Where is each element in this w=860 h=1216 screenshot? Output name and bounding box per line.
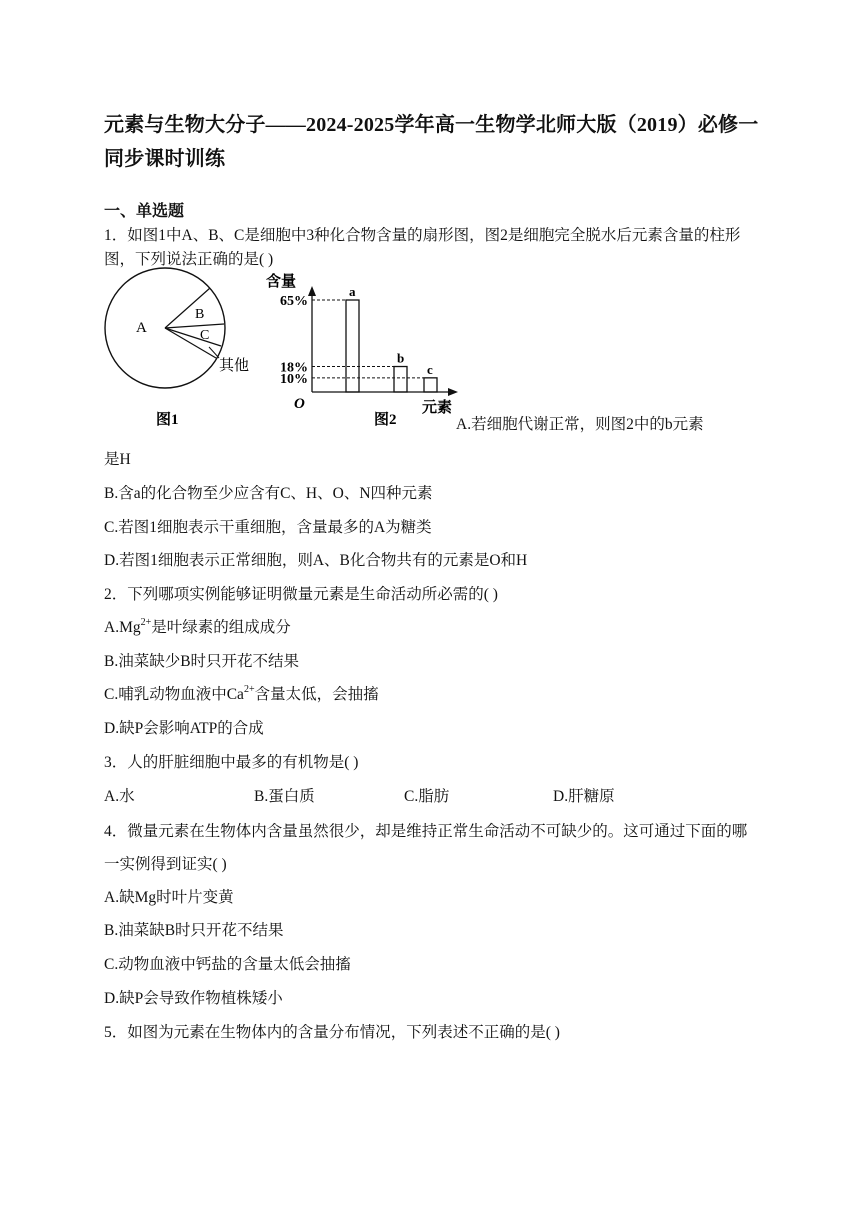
q4-option-a: A.缺Mg时叶片变黄 <box>104 889 234 906</box>
y-tick-label: 65% <box>280 294 308 309</box>
x-axis-label: 元素 <box>422 400 453 416</box>
q1-option-c: C.若图1细胞表示干重细胞，含量最多的A为糖类 <box>104 519 432 536</box>
q3-option-b: B.蛋白质 <box>254 788 315 805</box>
q1-option-b: B.含a的化合物至少应含有C、H、O、N四种元素 <box>104 485 433 502</box>
bars-group <box>280 284 437 392</box>
figure1-caption: 图1 <box>156 412 179 428</box>
section-heading: 一、单选题 <box>104 203 185 220</box>
bar-b <box>394 367 407 392</box>
q4-stem: 4．微量元素在生物体内含量虽然很少，却是维持正常生命活动不可缺少的。这可通过下面的哪一实例得到证实( ) <box>104 823 748 873</box>
q2-option-a-post: 是叶绿素的组成成分 <box>151 619 291 636</box>
origin-label: O <box>294 396 305 412</box>
q2-stem: 2．下列哪项实例能够证明微量元素是生命活动所必需的( ) <box>104 586 498 603</box>
q2-option-a-sup: 2+ <box>140 617 152 628</box>
y-tick-label: 10% <box>280 371 308 387</box>
q4-option-d: D.缺P会导致作物植株矮小 <box>104 990 283 1007</box>
pie-divider-2 <box>165 324 224 328</box>
y-tick-label: 18% <box>280 360 308 376</box>
q1-option-d: D.若图1细胞表示正常细胞，则A、B化合物共有的元素是O和H <box>104 552 528 569</box>
q2-option-b: B.油菜缺少B时只开花不结果 <box>104 653 300 670</box>
x-axis-arrow <box>448 388 458 396</box>
pie-label-b: B <box>195 307 205 322</box>
y-axis-label: 含量 <box>266 274 297 290</box>
q2-option-a <box>104 615 291 637</box>
figure2-caption: 图2 <box>374 412 397 428</box>
pie-label-c: C <box>200 328 210 343</box>
q1-option-a-part2: 是H <box>104 451 131 468</box>
bar-label-a: a <box>349 284 356 299</box>
q3-stem: 3．人的肝脏细胞中最多的有机物是( ) <box>104 754 359 771</box>
q2-option-d: D.缺P会影响ATP的合成 <box>104 720 264 737</box>
q1-figures <box>104 266 464 434</box>
y-axis-arrow <box>308 286 316 296</box>
bar-label-b: b <box>397 350 405 366</box>
q4-option-c: C.动物血液中钙盐的含量太低会抽搐 <box>104 956 351 973</box>
q5-stem: 5．如图为元素在生物体内的含量分布情况，下列表述不正确的是( ) <box>104 1024 560 1041</box>
bar-c <box>424 378 437 392</box>
page-title: 元素与生物大分子——2024-2025学年高一生物学北师大版（2019）必修一同步课时训练 <box>104 114 759 170</box>
q2-option-a-pre: A.Mg <box>104 619 141 636</box>
q2-option-c-sup: 2+ <box>243 684 255 695</box>
figure1-pie <box>104 266 264 434</box>
q3-option-a: A.水 <box>104 788 135 805</box>
q1-option-a-part1: A.若细胞代谢正常，则图2中的b元素 <box>456 416 704 433</box>
q2-option-c <box>104 682 379 704</box>
pie-label-a: A <box>136 320 147 336</box>
q3-option-d: D.肝糖原 <box>553 788 615 805</box>
pie-divider-3 <box>165 328 221 346</box>
q4-option-b: B.油菜缺B时只开花不结果 <box>104 922 284 939</box>
q3-option-c: C.脂肪 <box>404 788 450 805</box>
q2-option-c-pre: C.哺乳动物血液中Ca <box>104 686 244 703</box>
figure2-bar-chart <box>264 266 464 434</box>
q1-stem: 1．如图1中A、B、C是细胞中3种化合物含量的扇形图，图2是细胞完全脱水后元素含量的柱形图，下列说法正确的是( ) <box>104 227 741 268</box>
bar-label-c: c <box>427 361 433 377</box>
pie-label-other: 其他 <box>219 358 250 374</box>
q2-option-c-post: 含量太低，会抽搐 <box>254 686 379 703</box>
